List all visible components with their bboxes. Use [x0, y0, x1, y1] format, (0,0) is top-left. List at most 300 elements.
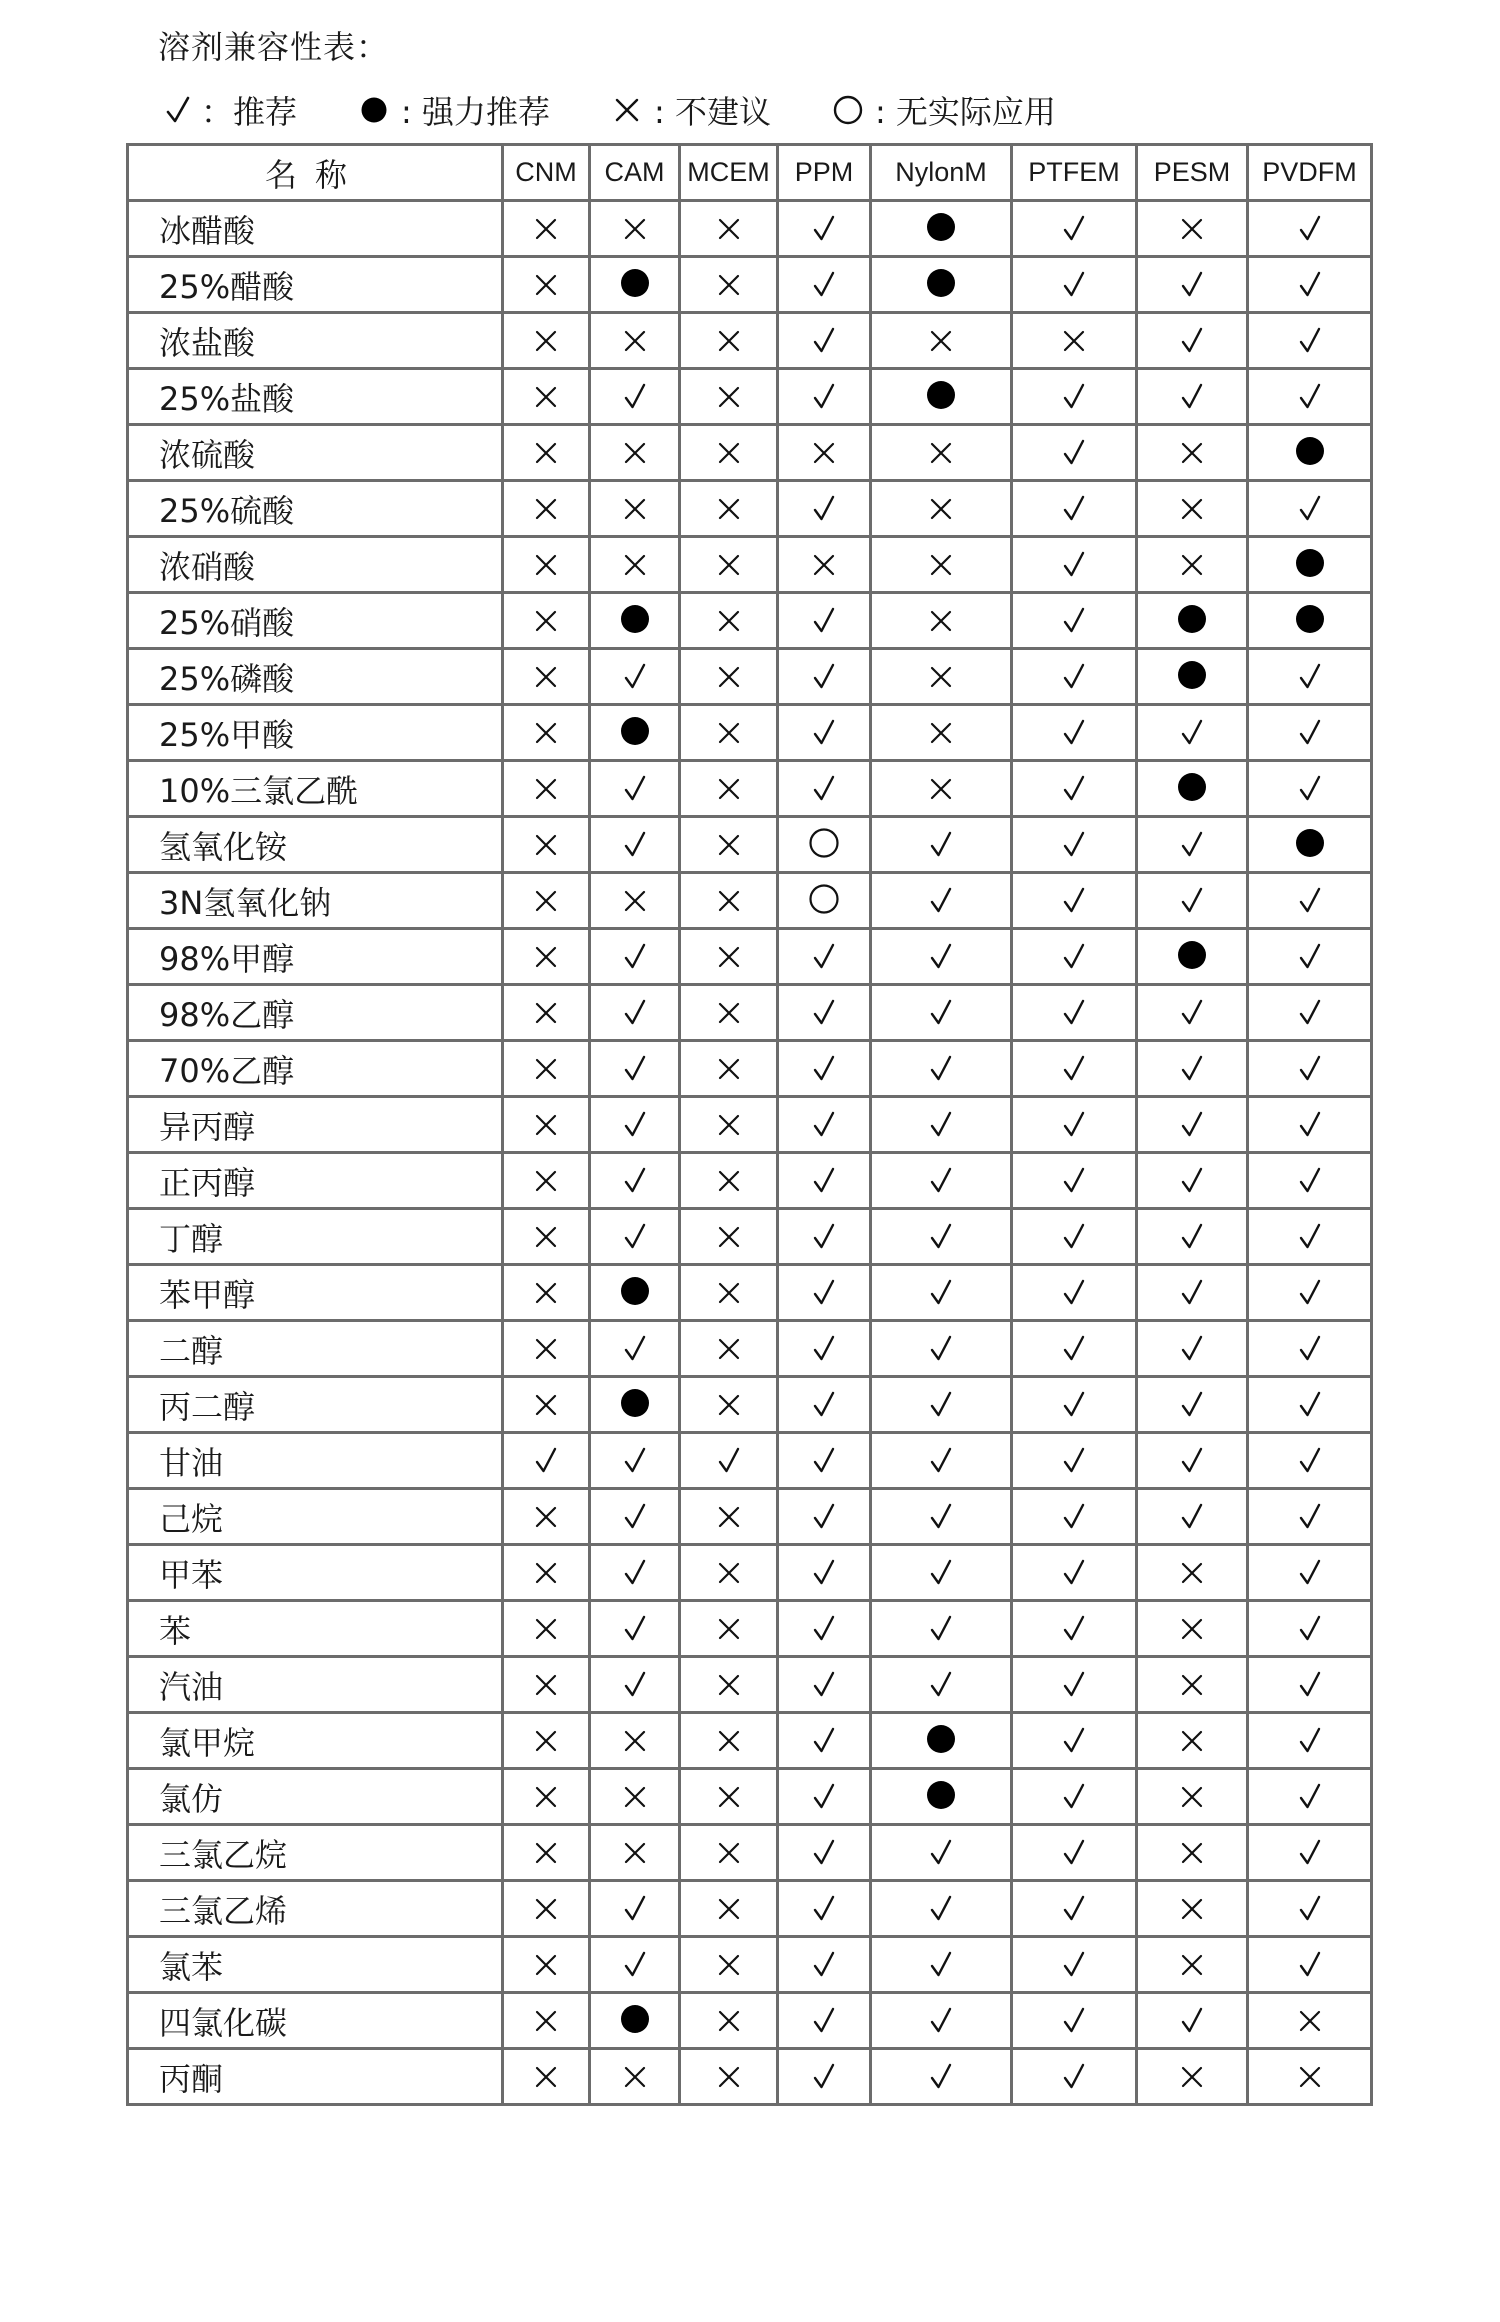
cross-icon — [529, 1948, 563, 1982]
column-header: PTFEM — [1012, 145, 1137, 201]
check-icon — [924, 1443, 958, 1477]
cross-icon — [608, 91, 646, 129]
compatibility-cell — [1012, 1769, 1137, 1825]
compatibility-cell — [1012, 1881, 1137, 1937]
table-row — [128, 2049, 1372, 2105]
cross-icon — [529, 324, 563, 358]
check-icon — [1057, 827, 1091, 861]
compatibility-cell — [590, 1713, 680, 1769]
cross-icon — [712, 1668, 746, 1702]
compatibility-cell — [680, 1041, 778, 1097]
compatibility-cell — [778, 1209, 871, 1265]
compatibility-cell — [503, 985, 590, 1041]
compatibility-cell — [778, 1937, 871, 1993]
compatibility-cell — [1137, 1265, 1248, 1321]
compatibility-cell — [590, 1153, 680, 1209]
page-title: 溶剂兼容性表： — [158, 28, 390, 66]
column-header: NylonM — [871, 145, 1012, 201]
compatibility-cell — [680, 1433, 778, 1489]
legend-label: : 强力推荐 — [401, 93, 550, 131]
check-icon — [618, 1443, 652, 1477]
compatibility-cell — [871, 2049, 1012, 2105]
check-icon — [1057, 1443, 1091, 1477]
cross-icon — [529, 436, 563, 470]
table-row — [128, 425, 1372, 481]
filled-dot-icon — [924, 378, 958, 412]
compatibility-cell — [590, 369, 680, 425]
legend-label: : 不建议 — [653, 93, 771, 131]
compatibility-cell — [1137, 2049, 1248, 2105]
cross-icon — [712, 1780, 746, 1814]
compatibility-cell — [503, 1377, 590, 1433]
cross-icon — [1293, 2004, 1327, 2038]
check-icon — [1057, 491, 1091, 525]
table-row — [128, 1321, 1372, 1377]
compatibility-cell — [1012, 761, 1137, 817]
compatibility-cell — [680, 313, 778, 369]
check-icon — [924, 1891, 958, 1925]
cross-icon — [529, 1388, 563, 1422]
compatibility-cell — [503, 1545, 590, 1601]
solvent-name: 25%醋酸 — [128, 257, 503, 313]
check-icon — [807, 1779, 841, 1813]
compatibility-cell — [778, 369, 871, 425]
check-icon — [807, 2003, 841, 2037]
check-icon — [1057, 1499, 1091, 1533]
cross-icon — [529, 2004, 563, 2038]
compatibility-cell — [1248, 1881, 1372, 1937]
compatibility-cell — [590, 873, 680, 929]
compatibility-cell — [503, 929, 590, 985]
compatibility-cell — [871, 761, 1012, 817]
cross-icon — [529, 268, 563, 302]
check-icon — [807, 659, 841, 693]
compatibility-cell — [680, 817, 778, 873]
compatibility-cell — [871, 1713, 1012, 1769]
legend-label: ：推荐 — [201, 93, 298, 131]
check-icon — [1175, 1107, 1209, 1141]
table-row — [128, 761, 1372, 817]
compatibility-cell — [503, 1937, 590, 1993]
compatibility-cell — [680, 873, 778, 929]
cross-icon — [529, 772, 563, 806]
compatibility-cell — [503, 1041, 590, 1097]
check-icon — [618, 771, 652, 805]
check-icon — [1057, 1219, 1091, 1253]
compatibility-cell — [1137, 985, 1248, 1041]
compatibility-cell — [680, 425, 778, 481]
check-icon — [163, 91, 193, 129]
compatibility-cell — [503, 1321, 590, 1377]
check-icon — [807, 603, 841, 637]
check-icon — [1057, 1723, 1091, 1757]
compatibility-cell — [1012, 1993, 1137, 2049]
check-icon — [1293, 1387, 1327, 1421]
check-icon — [1175, 1443, 1209, 1477]
compatibility-cell — [590, 817, 680, 873]
compatibility-cell — [1248, 873, 1372, 929]
check-icon — [1057, 1835, 1091, 1869]
compatibility-cell — [680, 705, 778, 761]
solvent-name: 25%甲酸 — [128, 705, 503, 761]
compatibility-cell — [590, 2049, 680, 2105]
compatibility-cell — [871, 593, 1012, 649]
cross-icon — [712, 324, 746, 358]
compatibility-cell — [1012, 593, 1137, 649]
compatibility-cell — [1012, 929, 1137, 985]
check-icon — [807, 1499, 841, 1533]
solvent-name: 25%硫酸 — [128, 481, 503, 537]
compatibility-cell — [680, 1545, 778, 1601]
solvent-name: 正丙醇 — [128, 1153, 503, 1209]
check-icon — [1175, 1051, 1209, 1085]
table-header-row — [128, 145, 1372, 201]
compatibility-cell — [871, 929, 1012, 985]
compatibility-cell — [680, 1321, 778, 1377]
table-row — [128, 1881, 1372, 1937]
solvent-name: 三氯乙烷 — [128, 1825, 503, 1881]
compatibility-cell — [1248, 593, 1372, 649]
cross-icon — [618, 436, 652, 470]
compatibility-cell — [778, 481, 871, 537]
compatibility-cell — [778, 1097, 871, 1153]
hollow-circle-icon — [807, 826, 841, 860]
filled-dot-icon — [618, 1274, 652, 1308]
hollow-circle-icon — [829, 91, 867, 129]
check-icon — [618, 1555, 652, 1589]
check-icon — [618, 659, 652, 693]
table-row — [128, 1097, 1372, 1153]
compatibility-cell — [871, 705, 1012, 761]
compatibility-cell — [871, 369, 1012, 425]
compatibility-cell — [1248, 1825, 1372, 1881]
compatibility-cell — [503, 817, 590, 873]
solvent-name: 三氯乙烯 — [128, 1881, 503, 1937]
check-icon — [1175, 715, 1209, 749]
filled-dot-icon — [924, 266, 958, 300]
solvent-compatibility-table — [126, 143, 1373, 2106]
solvent-name: 丙酮 — [128, 2049, 503, 2105]
check-icon — [1293, 1051, 1327, 1085]
compatibility-cell — [1012, 1265, 1137, 1321]
compatibility-cell — [503, 1993, 590, 2049]
compatibility-cell — [503, 1209, 590, 1265]
check-icon — [1293, 1947, 1327, 1981]
compatibility-cell — [1012, 1937, 1137, 1993]
cross-icon — [807, 436, 841, 470]
cross-icon — [712, 828, 746, 862]
check-icon — [807, 939, 841, 973]
compatibility-cell — [1137, 649, 1248, 705]
compatibility-cell — [590, 1041, 680, 1097]
check-icon — [807, 1947, 841, 1981]
check-icon — [924, 2003, 958, 2037]
check-icon — [1293, 1499, 1327, 1533]
check-icon — [924, 2059, 958, 2093]
compatibility-cell — [871, 257, 1012, 313]
check-icon — [1293, 995, 1327, 1029]
compatibility-cell — [871, 1153, 1012, 1209]
cross-icon — [712, 1164, 746, 1198]
compatibility-cell — [1248, 705, 1372, 761]
compatibility-cell — [1137, 1153, 1248, 1209]
check-icon — [1057, 603, 1091, 637]
check-icon — [807, 1555, 841, 1589]
check-icon — [924, 1947, 958, 1981]
compatibility-cell — [778, 2049, 871, 2105]
compatibility-cell — [590, 649, 680, 705]
table-row — [128, 201, 1372, 257]
compatibility-cell — [680, 1769, 778, 1825]
cross-icon — [1293, 2060, 1327, 2094]
compatibility-cell — [1137, 481, 1248, 537]
cross-icon — [712, 1556, 746, 1590]
compatibility-cell — [1137, 929, 1248, 985]
table-row — [128, 649, 1372, 705]
check-icon — [924, 1107, 958, 1141]
check-icon — [807, 491, 841, 525]
cross-icon — [712, 1892, 746, 1926]
compatibility-cell — [1248, 985, 1372, 1041]
solvent-name: 浓硝酸 — [128, 537, 503, 593]
cross-icon — [529, 1164, 563, 1198]
filled-dot-icon — [1175, 658, 1209, 692]
compatibility-cell — [1012, 985, 1137, 1041]
cross-icon — [1175, 212, 1209, 246]
check-icon — [1057, 1107, 1091, 1141]
compatibility-cell — [1248, 817, 1372, 873]
compatibility-cell — [590, 1993, 680, 2049]
cross-icon — [529, 1276, 563, 1310]
compatibility-cell — [871, 1545, 1012, 1601]
check-icon — [1057, 771, 1091, 805]
cross-icon — [712, 1836, 746, 1870]
table-row — [128, 1601, 1372, 1657]
cross-icon — [529, 212, 563, 246]
compatibility-cell — [503, 1881, 590, 1937]
compatibility-cell — [778, 537, 871, 593]
cross-icon — [712, 884, 746, 918]
table-row — [128, 593, 1372, 649]
compatibility-cell — [1012, 1825, 1137, 1881]
check-icon — [1175, 1499, 1209, 1533]
check-icon — [1293, 267, 1327, 301]
legend-item-no-application — [829, 87, 1056, 133]
cross-icon — [529, 1556, 563, 1590]
check-icon — [1057, 1667, 1091, 1701]
check-icon — [1057, 1947, 1091, 1981]
compatibility-cell — [503, 1713, 590, 1769]
compatibility-cell — [871, 1209, 1012, 1265]
compatibility-cell — [503, 2049, 590, 2105]
table-row — [128, 313, 1372, 369]
compatibility-cell — [1012, 1713, 1137, 1769]
check-icon — [1175, 883, 1209, 917]
compatibility-cell — [1012, 2049, 1137, 2105]
check-icon — [1293, 1443, 1327, 1477]
filled-dot-icon — [924, 1778, 958, 1812]
solvent-name: 丁醇 — [128, 1209, 503, 1265]
check-icon — [807, 211, 841, 245]
cross-icon — [712, 1948, 746, 1982]
cross-icon — [529, 1724, 563, 1758]
check-icon — [924, 1331, 958, 1365]
compatibility-cell — [778, 1601, 871, 1657]
check-icon — [1175, 1331, 1209, 1365]
cross-icon — [924, 548, 958, 582]
compatibility-cell — [778, 1825, 871, 1881]
cross-icon — [712, 1724, 746, 1758]
check-icon — [618, 1891, 652, 1925]
filled-dot-icon — [1175, 602, 1209, 636]
check-icon — [1175, 1219, 1209, 1253]
check-icon — [807, 1219, 841, 1253]
check-icon — [807, 1275, 841, 1309]
compatibility-cell — [1137, 425, 1248, 481]
compatibility-cell — [1137, 1489, 1248, 1545]
compatibility-cell — [590, 705, 680, 761]
check-icon — [924, 827, 958, 861]
compatibility-cell — [1137, 1601, 1248, 1657]
cross-icon — [529, 716, 563, 750]
compatibility-cell — [680, 1937, 778, 1993]
compatibility-cell — [680, 1713, 778, 1769]
compatibility-cell — [1012, 201, 1137, 257]
compatibility-cell — [1248, 1993, 1372, 2049]
table-row — [128, 705, 1372, 761]
check-icon — [1057, 995, 1091, 1029]
compatibility-cell — [503, 313, 590, 369]
compatibility-cell — [1137, 313, 1248, 369]
table-row — [128, 1713, 1372, 1769]
cross-icon — [1175, 436, 1209, 470]
filled-dot-icon — [355, 91, 393, 129]
compatibility-cell — [590, 1937, 680, 1993]
compatibility-cell — [1248, 257, 1372, 313]
cross-icon — [924, 492, 958, 526]
solvent-name: 氯甲烷 — [128, 1713, 503, 1769]
compatibility-cell — [871, 1825, 1012, 1881]
compatibility-cell — [590, 761, 680, 817]
check-icon — [618, 1331, 652, 1365]
compatibility-cell — [1137, 1993, 1248, 2049]
check-icon — [1293, 771, 1327, 805]
check-icon — [1057, 939, 1091, 973]
compatibility-cell — [503, 369, 590, 425]
filled-dot-icon — [924, 1722, 958, 1756]
column-header: PVDFM — [1248, 145, 1372, 201]
cross-icon — [529, 1612, 563, 1646]
cross-icon — [924, 436, 958, 470]
solvent-name: 四氯化碳 — [128, 1993, 503, 2049]
cross-icon — [529, 884, 563, 918]
compatibility-cell — [778, 425, 871, 481]
check-icon — [1293, 1835, 1327, 1869]
solvent-name: 苯 — [128, 1601, 503, 1657]
compatibility-cell — [1248, 1657, 1372, 1713]
compatibility-cell — [1137, 1545, 1248, 1601]
cross-icon — [712, 436, 746, 470]
compatibility-cell — [590, 257, 680, 313]
compatibility-cell — [778, 201, 871, 257]
cross-icon — [712, 1500, 746, 1534]
check-icon — [618, 1611, 652, 1645]
solvent-name: 氯苯 — [128, 1937, 503, 1993]
solvent-name: 汽油 — [128, 1657, 503, 1713]
solvent-name: 浓盐酸 — [128, 313, 503, 369]
cross-icon — [529, 1108, 563, 1142]
compatibility-cell — [871, 1489, 1012, 1545]
compatibility-cell — [590, 1545, 680, 1601]
solvent-name: 10%三氯乙酰 — [128, 761, 503, 817]
check-icon — [618, 1947, 652, 1981]
filled-dot-icon — [924, 210, 958, 244]
table-row — [128, 1153, 1372, 1209]
check-icon — [1293, 491, 1327, 525]
compatibility-cell — [1248, 1209, 1372, 1265]
compatibility-cell — [1012, 1433, 1137, 1489]
check-icon — [1293, 1779, 1327, 1813]
compatibility-cell — [680, 761, 778, 817]
compatibility-cell — [778, 705, 871, 761]
check-icon — [1293, 1331, 1327, 1365]
check-icon — [924, 1499, 958, 1533]
compatibility-cell — [1012, 817, 1137, 873]
check-icon — [1293, 883, 1327, 917]
check-icon — [1293, 1107, 1327, 1141]
compatibility-cell — [871, 1993, 1012, 2049]
compatibility-cell — [680, 369, 778, 425]
solvent-name: 98%甲醇 — [128, 929, 503, 985]
compatibility-cell — [1012, 649, 1137, 705]
compatibility-cell — [680, 1153, 778, 1209]
legend-item-recommended — [163, 87, 297, 133]
solvent-name: 苯甲醇 — [128, 1265, 503, 1321]
compatibility-cell — [778, 313, 871, 369]
check-icon — [618, 1219, 652, 1253]
check-icon — [1175, 1163, 1209, 1197]
compatibility-cell — [1248, 1153, 1372, 1209]
compatibility-cell — [1248, 1545, 1372, 1601]
check-icon — [618, 1051, 652, 1085]
cross-icon — [529, 1332, 563, 1366]
compatibility-cell — [871, 1657, 1012, 1713]
compatibility-cell — [680, 2049, 778, 2105]
compatibility-cell — [590, 313, 680, 369]
cross-icon — [1175, 1948, 1209, 1982]
compatibility-cell — [1248, 1041, 1372, 1097]
cross-icon — [712, 1052, 746, 1086]
check-icon — [1293, 379, 1327, 413]
compatibility-cell — [590, 1209, 680, 1265]
check-icon — [618, 1667, 652, 1701]
compatibility-cell — [1012, 537, 1137, 593]
check-icon — [807, 715, 841, 749]
compatibility-cell — [778, 1265, 871, 1321]
compatibility-cell — [871, 1881, 1012, 1937]
compatibility-cell — [680, 1657, 778, 1713]
compatibility-cell — [680, 1881, 778, 1937]
compatibility-cell — [1137, 1937, 1248, 1993]
filled-dot-icon — [1293, 546, 1327, 580]
table-row — [128, 985, 1372, 1041]
compatibility-cell — [1248, 1433, 1372, 1489]
compatibility-cell — [503, 1097, 590, 1153]
compatibility-cell — [590, 201, 680, 257]
table-row — [128, 1825, 1372, 1881]
compatibility-cell — [503, 201, 590, 257]
solvent-name: 25%磷酸 — [128, 649, 503, 705]
